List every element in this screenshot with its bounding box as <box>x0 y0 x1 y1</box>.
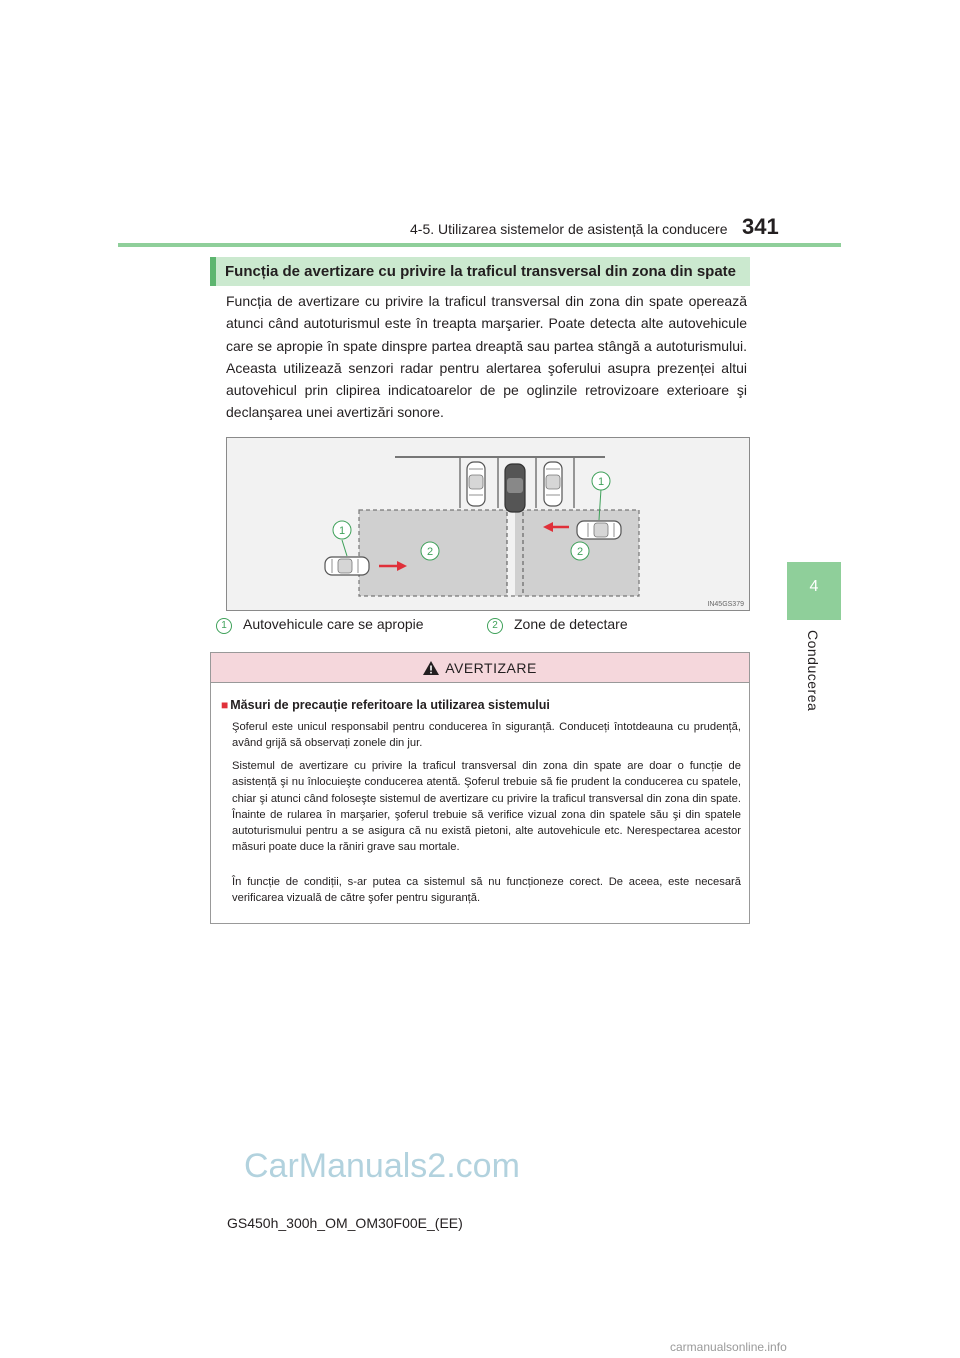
chapter-side-label: Conducerea <box>805 630 821 712</box>
header-section-title: 4-5. Utilizarea sistemelor de asistență la conducere <box>410 221 728 237</box>
page-number: 341 <box>742 214 779 239</box>
red-square-icon: ■ <box>221 698 229 712</box>
figure-code: IN45GS379 <box>707 601 744 608</box>
intro-paragraph: Funcția de avertizare cu privire la traficul transversal din zona din spate operează atunci când autoturismul este în treapta marşarier. Poate detecta alte autovehicule care se apropie în spate dinspre partea dreaptă sau partea stângă a autoturismului. Aceasta utilizează senzori radar pentru alertarea şoferului asupra prezenței altui autovehicul prin clipirea indicatoarelor de pe oglinzile retrovizoare exterioare şi declanşarea unei avertizări sonore. <box>226 293 747 421</box>
callout-2-left <box>421 542 439 560</box>
footer-manual-code: GS450h_300h_OM_OM30F00E_(EE) <box>227 1215 463 1231</box>
callout-1-right <box>592 472 610 490</box>
warning-paragraph-1: Şoferul este unicul responsabil pentru conducerea în siguranță. Conduceți întotdeauna cu prudență, având grijă să observați zonele din jur. <box>232 721 741 750</box>
warning-header <box>211 653 749 683</box>
svg-text:1: 1 <box>338 525 346 537</box>
legend-number: 2 <box>487 618 503 634</box>
warning-paragraph-2: Sistemul de avertizare cu privire la traficul transversal din zona din spate are doar o funcție de asistență şi nu înlocuieşte conducerea atentă. Şoferul trebuie să fie prudent la conducerea cu spatele, chiar şi atunci când foloseşte sistemul de avertizare cu privire la traficul transversal din zona din spate. Înainte de rularea în marşarier, şoferul trebuie să verifice vizual zona din spatele său şi din spatele autoturismului pentru a se asigura că nu există pietoni, alte autovehicule etc. Nerespectarea acestor măsuri poate duce la răniri grave sau mortale. <box>232 760 741 854</box>
callout-1-left <box>333 521 351 539</box>
legend-item-1 <box>216 616 424 634</box>
warning-paragraph-3: În funcție de condiții, s-ar putea ca sistemul să nu funcționeze corect. De aceea, este necesară verificarea vizuală de către şofer pentru siguranță. <box>232 876 741 905</box>
legend-item-2 <box>487 616 628 634</box>
watermark-carmanuals2: CarManuals2.com <box>244 1147 520 1185</box>
legend-text: Zone de detectare <box>514 616 628 632</box>
parked-car-1 <box>467 462 485 506</box>
chapter-tab-number: 4 <box>809 578 819 595</box>
svg-text:2: 2 <box>576 546 584 558</box>
warning-box <box>210 652 750 924</box>
warning-triangle-icon <box>423 655 439 685</box>
parked-car-3 <box>544 462 562 506</box>
warning-subtitle: ■ Măsuri de precauție referitoare la utilizarea sistemului <box>221 698 550 712</box>
approaching-car-left <box>325 557 369 575</box>
legend-number: 1 <box>216 618 232 634</box>
callout-2-right <box>571 542 589 560</box>
header-rule <box>118 243 841 247</box>
legend-text: Autovehicule care se apropie <box>243 616 424 632</box>
section-heading: Funcția de avertizare cu privire la traficul transversal din zona din spate <box>210 257 750 286</box>
chapter-tab <box>787 562 841 620</box>
rcta-figure <box>226 437 750 611</box>
watermark-bottom: carmanualsonline.info <box>670 1340 787 1354</box>
svg-text:2: 2 <box>426 546 434 558</box>
own-vehicle <box>505 464 525 512</box>
approaching-car-right <box>577 521 621 539</box>
warning-title: AVERTIZARE <box>445 660 537 676</box>
svg-text:1: 1 <box>597 476 605 488</box>
